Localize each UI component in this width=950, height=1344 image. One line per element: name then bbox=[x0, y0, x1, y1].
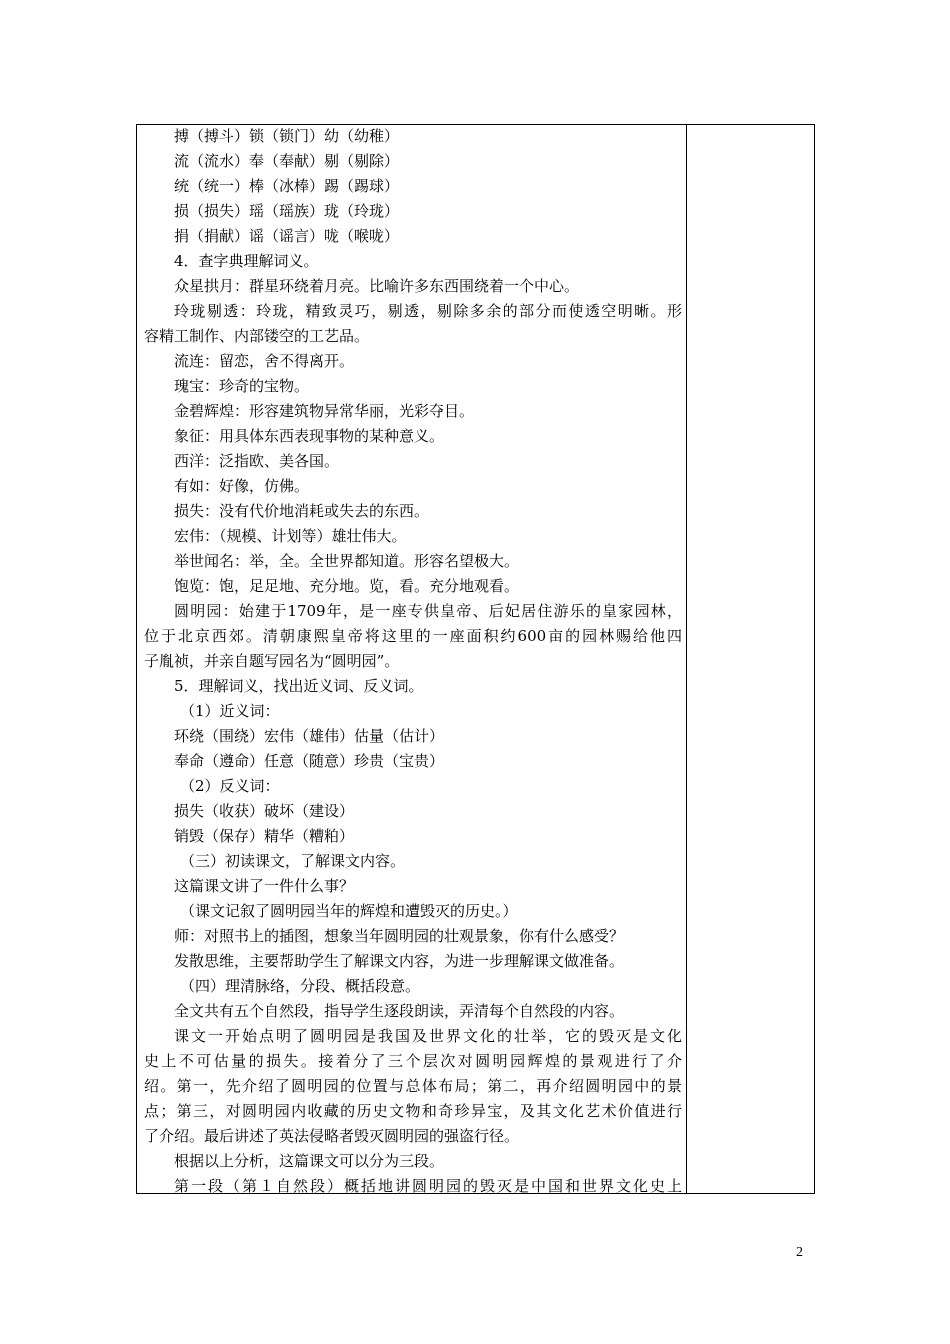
column-divider bbox=[686, 124, 687, 1194]
text-line: 全文共有五个自然段，指导学生逐段朗读，弄清每个自然段的内容。 bbox=[174, 1002, 625, 1020]
text-line: 位于北京西郊。清朝康熙皇帝将这里的一座面积约600亩的园林赐给他四 bbox=[144, 627, 682, 645]
text-line: 奉命（遵命）任意（随意）珍贵（宝贵） bbox=[174, 752, 445, 770]
text-line: 师：对照书上的插图，想象当年圆明园的壮观景象，你有什么感受？ bbox=[174, 927, 625, 945]
text-line: 西洋：泛指欧、美各国。 bbox=[174, 452, 340, 470]
text-line: 损失：没有代价地消耗或失去的东西。 bbox=[174, 502, 430, 520]
text-line: 搏（搏斗）锁（锁门）幼（幼稚） bbox=[174, 127, 400, 145]
text-line: 了介绍。最后讲述了英法侵略者毁灭圆明园的强盗行径。 bbox=[144, 1127, 520, 1145]
text-line: （1）近义词： bbox=[180, 702, 280, 720]
text-line: 金碧辉煌：形容建筑物异常华丽，光彩夺目。 bbox=[174, 402, 475, 420]
text-line: 课文一开始点明了圆明园是我国及世界文化的壮举，它的毁灭是文化 bbox=[174, 1027, 682, 1045]
text-line: 发散思维，主要帮助学生了解课文内容，为进一步理解课文做准备。 bbox=[174, 952, 625, 970]
text-line: 饱览：饱，足足地、充分地。览，看。充分地观看。 bbox=[174, 577, 520, 595]
text-line: 流连：留恋，舍不得离开。 bbox=[174, 352, 355, 370]
text-line: 举世闻名：举，全。全世界都知道。形容名望极大。 bbox=[174, 552, 520, 570]
text-line: （课文记叙了圆明园当年的辉煌和遭毁灭的历史。） bbox=[180, 902, 518, 920]
text-line: 捐（捐献）谣（谣言）咙（喉咙） bbox=[174, 227, 400, 245]
text-line: （四）理清脉络，分段、概括段意。 bbox=[180, 977, 421, 995]
text-line: 宏伟：（规模、计划等）雄壮伟大。 bbox=[174, 527, 407, 545]
text-line: 损（损失）瑶（瑶族）珑（玲珑） bbox=[174, 202, 400, 220]
lesson-content-cell bbox=[144, 124, 682, 1199]
text-line: 流（流水）奉（奉献）剔（剔除） bbox=[174, 152, 400, 170]
text-line: 统（统一）棒（冰棒）踢（踢球） bbox=[174, 177, 400, 195]
text-line: 5．理解词义，找出近义词、反义词。 bbox=[174, 677, 424, 695]
text-line: 销毁（保存）精华（糟粕） bbox=[174, 827, 355, 845]
text-line: 绍。第一，先介绍了圆明园的位置与总体布局；第二，再介绍圆明园中的景 bbox=[144, 1077, 682, 1095]
text-line: 根据以上分析，这篇课文可以分为三段。 bbox=[174, 1152, 445, 1170]
text-line: 点；第三，对圆明园内收藏的历史文物和奇珍异宝，及其文化艺术价值进行 bbox=[144, 1102, 682, 1120]
text-line: 瑰宝：珍奇的宝物。 bbox=[174, 377, 310, 395]
text-line: 有如：好像，仿佛。 bbox=[174, 477, 310, 495]
text-line: 容精工制作、内部镂空的工艺品。 bbox=[144, 327, 370, 345]
text-line: 圆明园：始建于1709年，是一座专供皇帝、后妃居住游乐的皇家园林， bbox=[174, 602, 682, 620]
text-line: 这篇课文讲了一件什么事？ bbox=[174, 877, 355, 895]
text-line: 玲珑剔透：玲珑，精致灵巧，剔透，剔除多余的部分而使透空明晰。形 bbox=[174, 302, 682, 320]
text-line: 损失（收获）破坏（建设） bbox=[174, 802, 355, 820]
text-line: （三）初读课文，了解课文内容。 bbox=[180, 852, 406, 870]
text-line: 子胤祯，并亲自题写园名为“圆明园”。 bbox=[144, 652, 400, 670]
text-line: 第一段（第１自然段）概括地讲圆明园的毁灭是中国和世界文化史上 bbox=[174, 1177, 682, 1195]
text-line: （2）反义词： bbox=[180, 777, 280, 795]
page-number: 2 bbox=[796, 1245, 803, 1260]
text-line: 史上不可估量的损失。接着分了三个层次对圆明园辉煌的景观进行了介 bbox=[144, 1052, 682, 1070]
text-line: 象征：用具体东西表现事物的某种意义。 bbox=[174, 427, 445, 445]
text-line: 众星拱月：群星环绕着月亮。比喻许多东西围绕着一个中心。 bbox=[174, 277, 580, 295]
text-line: 4．查字典理解词义。 bbox=[174, 252, 319, 270]
text-line: 环绕（围绕）宏伟（雄伟）估量（估计） bbox=[174, 727, 445, 745]
